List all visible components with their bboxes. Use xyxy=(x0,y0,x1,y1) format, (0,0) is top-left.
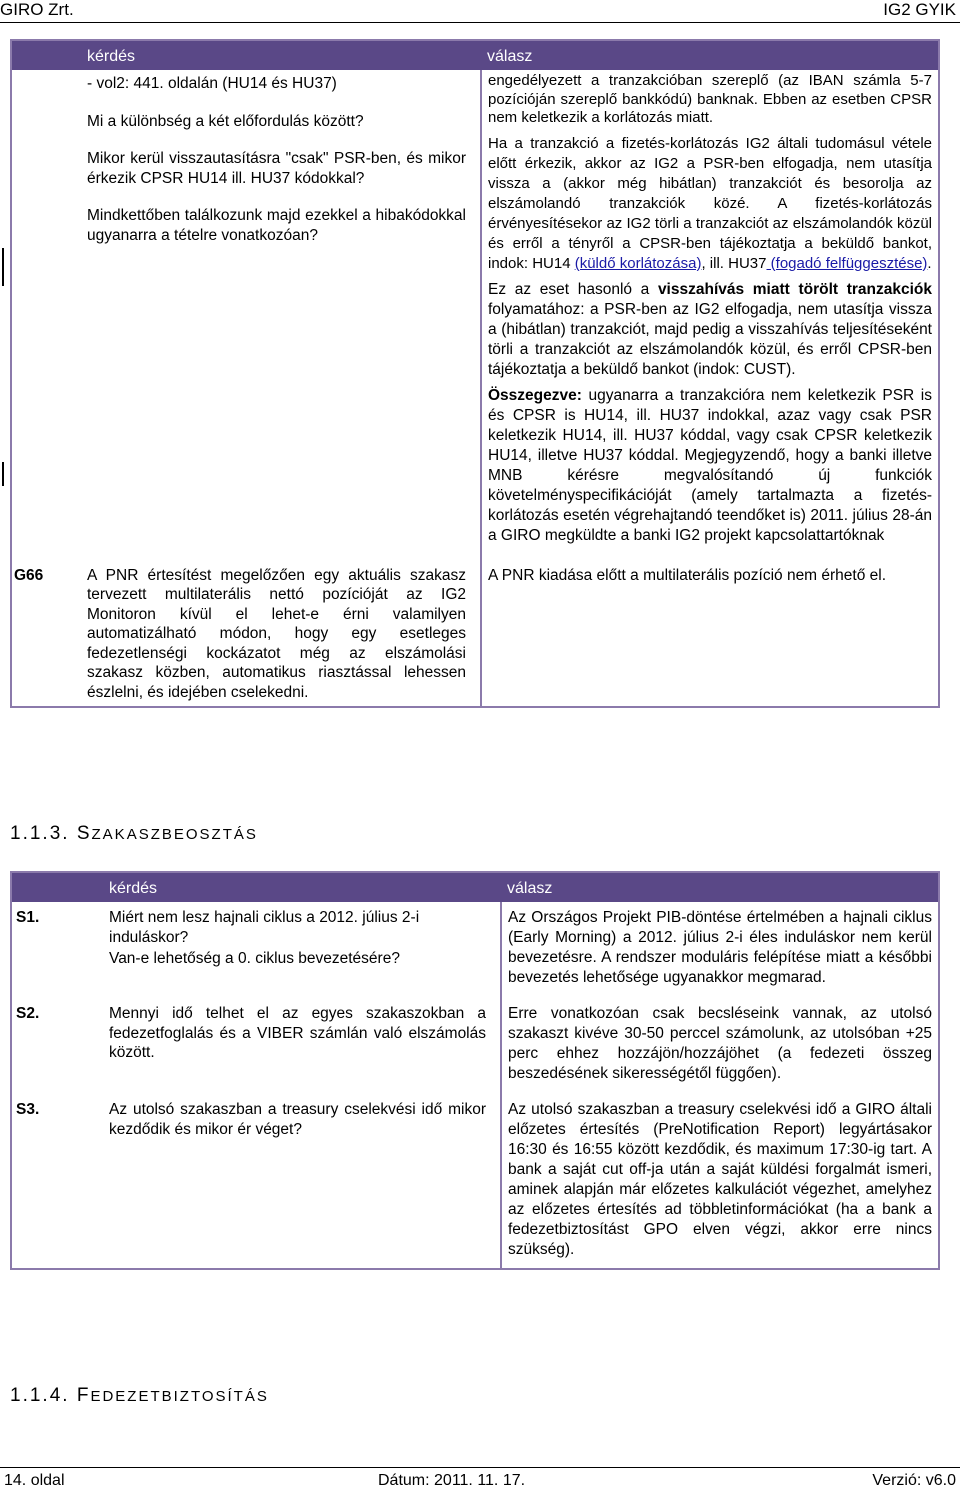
row-id: S1. xyxy=(16,909,40,926)
column-header-question: kérdés xyxy=(103,872,501,902)
table-header-row xyxy=(11,872,939,902)
section-heading-collateral xyxy=(10,1385,269,1407)
column-header-question: kérdés xyxy=(81,40,481,70)
section-title-rest: ZAKASZBEOSZTÁS xyxy=(91,826,258,843)
question-cell xyxy=(81,70,481,560)
section-heading-schedule xyxy=(10,823,258,845)
question-paragraph: Mindkettőben találkozunk majd ezekkel a hibakódokkal ugyanarra a tételre vonatkozóan? xyxy=(87,207,466,244)
answer-text: folyamatához: a PSR-ben az IG2 elfogadja, nem utasítja vissza a (hibátlan) tranzakciót, majd pedig a visszahívás teljesítéseként törli a tranzakciót az elszámolandók közül, és erről CPSR-ben tájékoztatja a beküldő bankot (indok: CUST). xyxy=(488,300,932,378)
question-paragraph: Mikor kerül visszautasításra "csak" PSR-ben, és mikor érkezik CPSR HU14 ill. HU37 kódokkal? xyxy=(87,150,466,187)
question-cell: Mennyi idő telhet el az egyes szakaszokban a fedezetfoglalás és a VIBER számlán való elszámolás között. xyxy=(109,1005,486,1061)
question-cell: Az utolsó szakaszban a treasury cselekvési idő mikor kezdődik és mikor ér véget? xyxy=(109,1101,486,1138)
table-row xyxy=(11,998,939,1094)
footer-rule xyxy=(0,1467,960,1468)
revision-bar xyxy=(2,462,4,486)
answer-emphasis: Összegezve: xyxy=(488,386,582,404)
header-cell-empty xyxy=(11,40,81,70)
answer-text: Ha a tranzakció a fizetés-korlátozás IG2 általi tudomásul vétele előtt érkezik, akkor az IG2 a PSR-ben elfogadja, nem utasítja vissza a (akkor még hibátlan) tranzakciót és besorolja az elszámolandó tranzakciók közé. A fizetés-korlátozás érvényesítésekor az IG2 törli a tranzakciót az elszámolandók közül és erről a tényről a CPSR-ben tájékoztatja a beküldő bankot, indok: HU14 xyxy=(488,134,932,272)
answer-paragraph xyxy=(488,134,932,274)
faq-table-continued xyxy=(10,39,940,708)
column-header-answer: válasz xyxy=(481,40,939,70)
question-cell xyxy=(103,902,501,998)
revision-bar xyxy=(2,248,4,286)
header-company: GIRO Zrt. xyxy=(0,0,74,19)
faq-table-schedule xyxy=(10,871,940,1270)
question-paragraph: Van-e lehetőség a 0. ciklus bevezetésére? xyxy=(109,950,400,967)
answer-cell: A PNR kiadása előtt a multilaterális pozíció nem érhető el. xyxy=(481,560,939,708)
section-title-initial: F xyxy=(76,1385,91,1406)
header-document-title: IG2 GYIK xyxy=(883,0,956,19)
answer-cell: Az utolsó szakaszban a treasury cselekvési idő a GIRO általi előzetes értesítés (PreNotification Report) legyártásakor 16:30 és 16:55 között kezdődik, és maximum 17:30-ig tart. A bank a saját cut off-ja után a saját küldési forgalmát ismeri, aminek alapján már előzetes kalkulációt végezhet, amelyhez az előzetes értesítés ad többletinformációkat (ha a bank a fedezetbiztosítást GPO elven végzi, akkor erre nincs szükség). xyxy=(501,1094,939,1269)
answer-paragraph xyxy=(488,386,932,546)
header-rule xyxy=(0,22,960,23)
answer-cell: Erre vonatkozóan csak becsléseink vannak, az utolsó szakaszt kivéve 30-50 perccel számolunk, az utolsóban +25 perc ehhez hozzájön/hozzájöhet (a fedezeti összeg beszedésének sikerességétől függően). xyxy=(501,998,939,1094)
answer-cell: Az Országos Projekt PIB-döntése értelmében a hajnali ciklus (Early Morning) a 2012. július 2-i éles induláskor nem kerül bevezetésre. A rendszer moduláris felépítése miatt a későbbi bevezetés lehetősége ugyanakkor megmarad. xyxy=(501,902,939,998)
section-title-initial: S xyxy=(76,823,92,844)
row-id: S3. xyxy=(16,1101,40,1118)
reason-code-link-hu14[interactable]: (küldő korlátozása) xyxy=(574,254,702,272)
header-cell-empty xyxy=(11,872,103,902)
row-id xyxy=(11,70,81,560)
footer-page-number: 14. oldal xyxy=(4,1472,65,1489)
question-paragraph: - vol2: 441. oldalán (HU14 és HU37) xyxy=(87,75,337,92)
answer-text: , ill. HU37 xyxy=(701,254,767,272)
answer-cell xyxy=(481,70,939,560)
answer-text: Ez az eset hasonló a xyxy=(488,280,658,298)
table-row xyxy=(11,560,939,708)
table-header-row xyxy=(11,40,939,70)
section-title-rest: EDEZETBIZTOSÍTÁS xyxy=(90,1388,269,1405)
question-paragraph: Mi a különbség a két előfordulás között? xyxy=(87,112,364,130)
row-id: G66 xyxy=(14,566,44,584)
table-row xyxy=(11,1094,939,1269)
section-number: 1.1.3. xyxy=(10,823,70,844)
table-row xyxy=(11,70,939,560)
answer-paragraph: engedélyezett a tranzakcióban szereplő (az IBAN számla 5-7 pozícióján szereplő bankkódú) banknak. Ebben az esetben CPSR nem keletkezik a korlátozás miatt. xyxy=(488,72,932,126)
row-id: S2. xyxy=(16,1005,40,1022)
table-row xyxy=(11,902,939,998)
question-paragraph: Miért nem lesz hajnali ciklus a 2012. július 2-i induláskor? xyxy=(109,909,420,946)
answer-paragraph xyxy=(488,280,932,380)
question-cell: A PNR értesítést megelőzően egy aktuális szakasz tervezett multilaterális nettó pozícióját az IG2 Monitoron kívül el lehet-e érni valamilyen automatizálható módon, hogy egy esetleges fedezetlenségi kockázatot még az elszámolási szakasz közben, automatikus riasztással lehessen észlelni, és idejében cselekedni. xyxy=(87,566,466,701)
section-number: 1.1.4. xyxy=(10,1385,70,1406)
column-header-answer: válasz xyxy=(501,872,939,902)
answer-text: ugyanarra a tranzakcióra nem keletkezik PSR is és CPSR is HU14, ill. HU37 indokkal, azaz vagy csak PSR keletkezik HU14, ill. HU37 kóddal, vagy csak CPSR keletkezik HU14, illetve HU37 kóddal. Megjegyzendő, hogy a banki illetve MNB kérésre megvalósítandó új funkciók követelményspecifikációját (amely tartalmazta a fizetés-korlátozás esetén végrehajtandó teendőket is) 2011. július 28-án a GIRO megküldte a banki IG2 projekt kapcsolattartóknak xyxy=(488,386,932,544)
footer-date: Dátum: 2011. 11. 17. xyxy=(378,1472,526,1489)
reason-code-link-hu37[interactable]: (fogadó felfüggesztése) xyxy=(766,254,928,272)
answer-text: . xyxy=(927,254,932,272)
footer-version: Verzió: v6.0 xyxy=(872,1472,956,1489)
answer-emphasis: visszahívás miatt törölt tranzakciók xyxy=(657,280,932,298)
